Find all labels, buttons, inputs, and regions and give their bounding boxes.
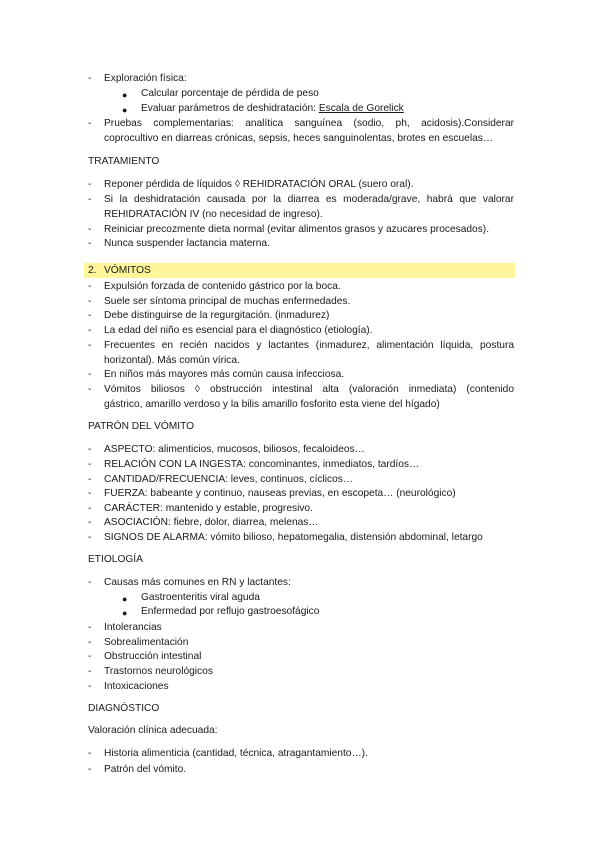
dash: -: [88, 748, 92, 759]
list-item: ASPECTO: alimenticios, mucosos, biliosos, fecaloideos…: [104, 444, 365, 455]
list-item: Vómitos biliosos ◊ obstrucción intestinal alta (valoración inmediata) (contenido: [104, 384, 514, 395]
list-item-continuation: gástrico, amarillo verdoso y la bilis amarillo fosforito esta viene del hígado): [104, 399, 440, 410]
section-heading: TRATAMIENTO: [88, 156, 160, 167]
list-item: Debe distinguirse de la regurgitación. (inmadurez): [104, 310, 330, 321]
dash: -: [88, 118, 92, 129]
section-heading: VÓMITOS: [104, 265, 151, 276]
list-item: Sobrealimentación: [104, 637, 189, 648]
list-item: Obstrucción intestinal: [104, 651, 202, 662]
dash: -: [88, 637, 92, 648]
list-item: Causas más comunes en RN y lactantes:: [104, 577, 291, 588]
dash: -: [88, 340, 92, 351]
list-item: CARÁCTER: mantenido y estable, progresivo.: [104, 503, 313, 514]
dash: -: [88, 681, 92, 692]
dash: -: [88, 384, 92, 395]
list-item: RELACIÓN CON LA INGESTA: concominantes, inmediatos, tardíos…: [104, 459, 420, 470]
dash: -: [88, 444, 92, 455]
bullet-icon: ●: [122, 105, 128, 115]
dash: -: [88, 459, 92, 470]
list-item: Expulsión forzada de contenido gástrico por la boca.: [104, 281, 341, 292]
list-item: En niños más mayores más común causa infecciosa.: [104, 369, 345, 380]
section-number: 2.: [88, 265, 97, 276]
list-item: Pruebas complementarias: analítica sanguínea (sodio, ph, acidosis).Considerar: [104, 118, 514, 129]
list-item-continuation: horizontal). Más común vírica.: [104, 355, 240, 366]
list-item: Si la deshidratación causada por la diarrea es moderada/grave, habrá que valorar: [104, 194, 514, 205]
sub-item: [141, 103, 404, 115]
sub-item: Gastroenteritis viral aguda: [141, 592, 260, 603]
dash: -: [88, 764, 92, 775]
bullet-icon: ●: [122, 608, 128, 618]
dash: -: [88, 325, 92, 336]
paragraph: Valoración clínica adecuada:: [88, 725, 218, 736]
section-heading: PATRÓN DEL VÓMITO: [88, 421, 195, 432]
list-item: FUERZA: babeante y continuo, nauseas previas, en escopeta… (neurológico): [104, 488, 456, 499]
bullet-icon: ●: [122, 594, 128, 604]
section-heading: ETIOLOGÍA: [88, 554, 143, 565]
list-item: Intolerancias: [104, 622, 162, 633]
dash: -: [88, 532, 92, 543]
list-item: SIGNOS DE ALARMA: vómito bilioso, hepatomegalia, distensión abdominal, letargo: [104, 532, 483, 543]
list-item: Suele ser síntoma principal de muchas enfermedades.: [104, 296, 351, 307]
dash: -: [88, 651, 92, 662]
section-heading: DIAGNÓSTICO: [88, 703, 160, 714]
list-item: Patrón del vómito.: [104, 764, 187, 775]
list-item: ASOCIACIÓN: fiebre, dolor, diarrea, melenas…: [104, 517, 319, 528]
list-item: Trastornos neurológicos: [104, 666, 213, 677]
dash: -: [88, 577, 92, 588]
dash: -: [88, 224, 92, 235]
bullet-icon: ●: [122, 90, 128, 100]
dash: -: [88, 488, 92, 499]
dash: -: [88, 73, 92, 84]
sub-item: Enfermedad por reflujo gastroesofágico: [141, 606, 320, 617]
list-item: Reponer pérdida de líquidos ◊ REHIDRATACIÓN ORAL (suero oral).: [104, 179, 414, 190]
list-item: Exploración física:: [104, 73, 187, 84]
sub-item-text: Evaluar parámetros de deshidratación:: [141, 103, 319, 114]
list-item: Frecuentes en recién nacidos y lactantes (inmadurez, alimentación líquida, postura: [104, 340, 514, 351]
dash: -: [88, 194, 92, 205]
dash: -: [88, 666, 92, 677]
dash: -: [88, 517, 92, 528]
dash: -: [88, 281, 92, 292]
list-item: Historia alimenticia (cantidad, técnica, atragantamiento…).: [104, 748, 368, 759]
dash: -: [88, 179, 92, 190]
list-item: Reiniciar precozmente dieta normal (evitar alimentos grasos y azucares procesados).: [104, 224, 490, 235]
gorelick-link[interactable]: Escala de Gorelick: [318, 103, 404, 114]
list-item-continuation: coprocultivo en diarreas crónicas, sepsis, heces sanguinolentas, brotes en escuelas…: [104, 133, 494, 144]
list-item: La edad del niño es esencial para el diagnóstico (etiología).: [104, 325, 373, 336]
dash: -: [88, 296, 92, 307]
dash: -: [88, 503, 92, 514]
dash: -: [88, 622, 92, 633]
dash: -: [88, 474, 92, 485]
dash: -: [88, 238, 92, 249]
list-item: Intoxicaciones: [104, 681, 169, 692]
list-item: Nunca suspender lactancia materna.: [104, 238, 270, 249]
dash: -: [88, 369, 92, 380]
dash: -: [88, 310, 92, 321]
sub-item: Calcular porcentaje de pérdida de peso: [141, 88, 319, 99]
list-item: CANTIDAD/FRECUENCIA: leves, continuos, cíclicos…: [104, 474, 354, 485]
list-item-continuation: REHIDRATACIÓN IV (no necesidad de ingreso).: [104, 209, 323, 220]
